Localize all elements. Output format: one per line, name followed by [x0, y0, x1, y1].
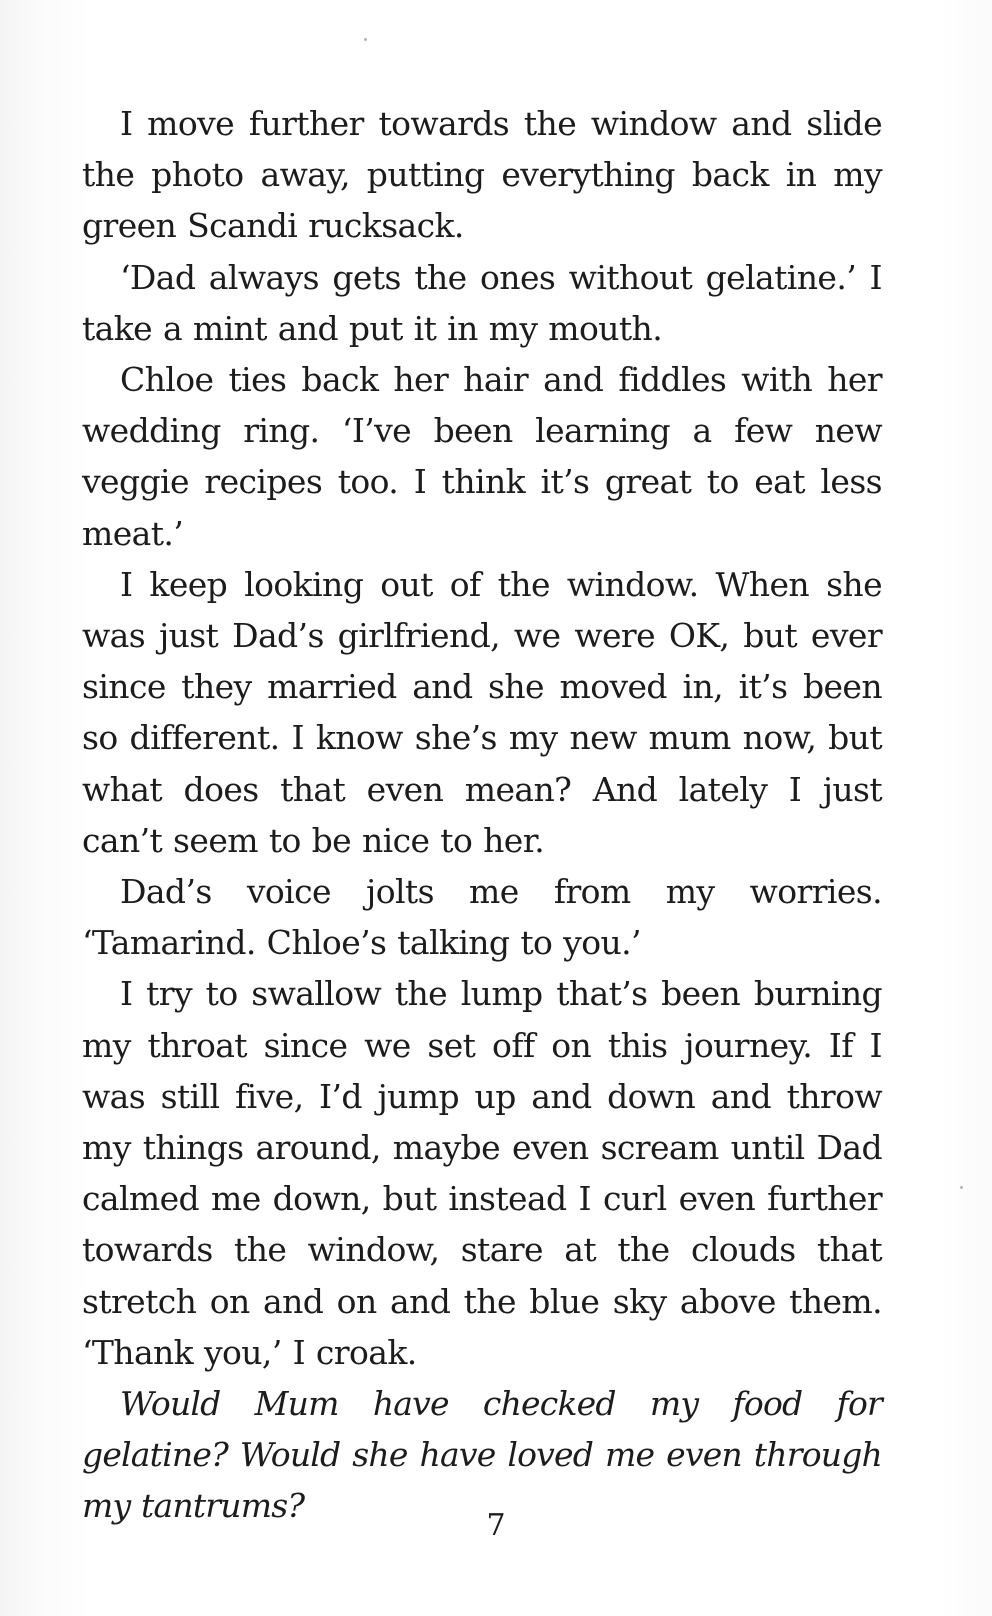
paragraph-5: Dad’s voice jolts me from my worries. ‘Tamarind. Chloe’s talking to you.’ — [82, 872, 882, 963]
paragraph-4: I keep looking out of the window. When she was just Dad’s girlfriend, we were OK, but ever since they married and she moved in, it’s been so different. I know she’s my new mum now, but what does that even mean? And lately I just can’t seem to be nice to her. — [82, 564, 882, 860]
page-number: 7 — [486, 1508, 506, 1543]
paragraph-6: I try to swallow the lump that’s been burning my throat since we set off on this journey. If I was still five, I’d jump up and down and throw my things around, maybe even scream until Dad calmed me down, but instead I curl even further towards the window, stare at the clouds that stretch on and on and the blue sky above them. ‘Thank you,’ I croak. — [82, 974, 882, 1372]
paragraph-7-italic: Would Mum have checked my food for gelatine? Would she have loved me even through my tantrums? — [82, 1384, 882, 1526]
paragraph-2: ‘Dad always gets the ones without gelatine.’ I take a mint and put it in my mouth. — [82, 257, 882, 348]
body-text — [82, 98, 882, 1532]
paragraph-1: I move further towards the window and slide the photo away, putting everything back in my green Scandi rucksack. — [82, 104, 882, 246]
print-speck — [960, 1186, 963, 1189]
paragraph-3: Chloe ties back her hair and fiddles with her wedding ring. ‘I’ve been learning a few new veggie recipes too. I think it’s great to eat less meat.’ — [82, 360, 882, 553]
print-speck — [364, 38, 367, 41]
